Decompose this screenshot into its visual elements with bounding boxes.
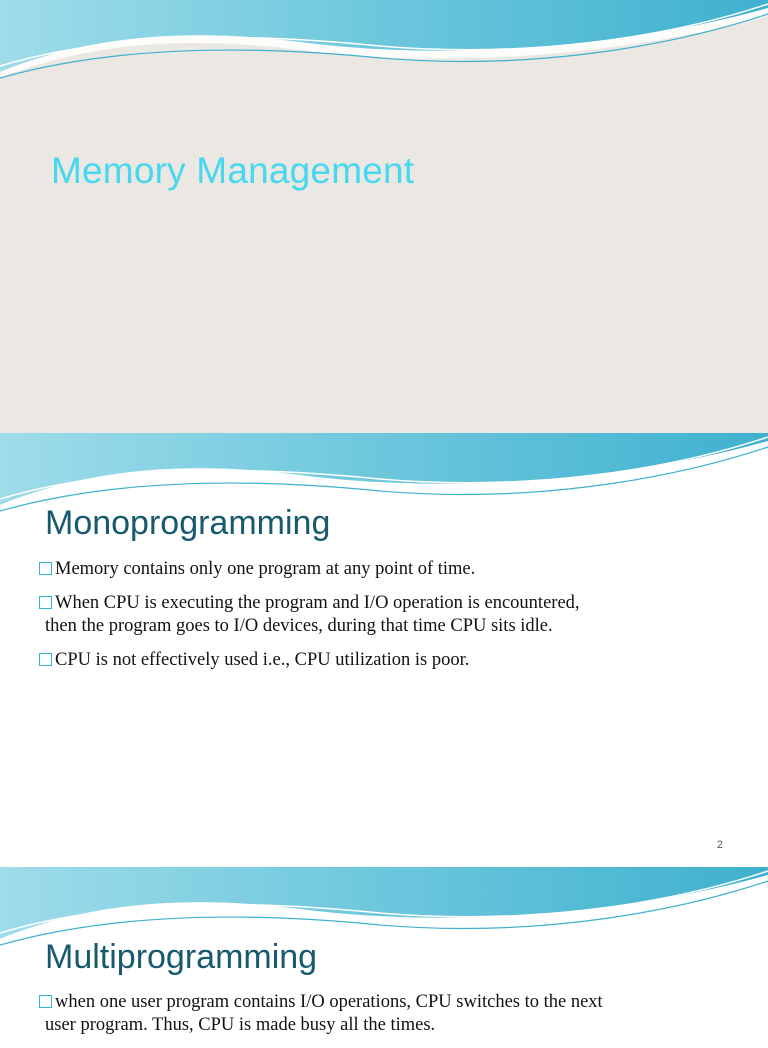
wave-decoration xyxy=(0,433,768,513)
bullet-list xyxy=(39,558,739,683)
bullet-item xyxy=(39,649,739,672)
wave-decoration xyxy=(0,867,768,947)
slide-1 xyxy=(0,0,768,433)
bullet-item xyxy=(39,592,739,638)
bullet-icon xyxy=(39,596,52,609)
slide-2 xyxy=(0,433,768,867)
bullet-text: When CPU is executing the program and I/O operation is encountered, xyxy=(55,593,580,613)
page-number: 2 xyxy=(716,839,723,851)
bullet-text: Memory contains only one program at any point of time. xyxy=(55,559,476,579)
bullet-text: when one user program contains I/O operations, CPU switches to the next xyxy=(55,992,603,1012)
slide-title: Monoprogramming xyxy=(45,504,331,542)
bullet-icon xyxy=(39,995,52,1008)
bullet-icon xyxy=(39,653,52,666)
bullet-list xyxy=(39,991,739,1048)
slide-title: Memory Management xyxy=(51,150,415,191)
bullet-text-continued: user program. Thus, CPU is made busy all the times. xyxy=(45,1015,436,1035)
slide-title: Multiprogramming xyxy=(45,938,318,976)
bullet-item xyxy=(39,558,739,581)
bullet-text-continued: then the program goes to I/O devices, during that time CPU sits idle. xyxy=(45,616,553,636)
bullet-icon xyxy=(39,562,52,575)
bullet-text: CPU is not effectively used i.e., CPU utilization is poor. xyxy=(55,650,470,670)
bullet-item xyxy=(39,991,739,1037)
wave-decoration xyxy=(0,0,768,80)
slide-3 xyxy=(0,867,768,1035)
